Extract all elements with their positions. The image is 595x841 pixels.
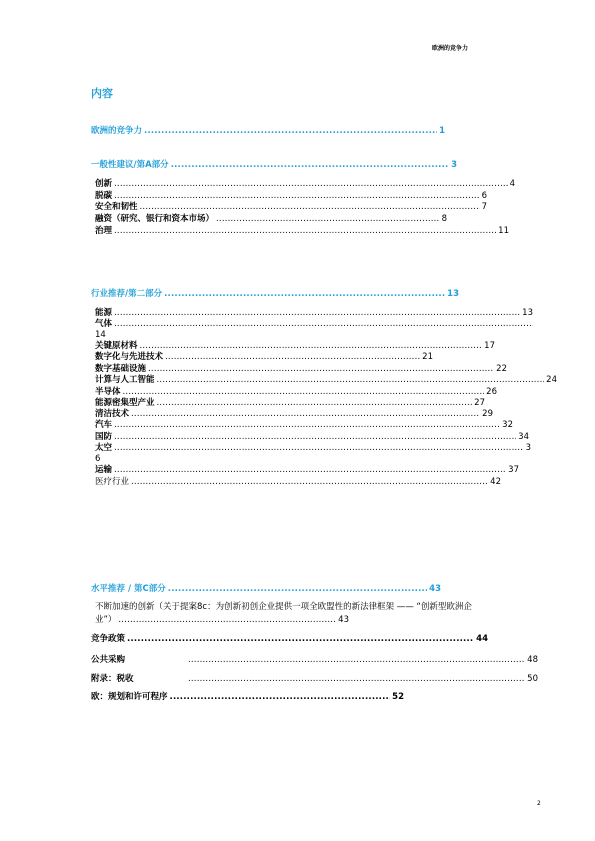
- toc-subentry[interactable]: 数字化与先进技术 ..... 21: [95, 352, 433, 362]
- toc-entry-page: 1: [439, 126, 445, 136]
- toc-entry-competitiveness[interactable]: [91, 126, 445, 136]
- toc-subentry[interactable]: 太空 ..... 3: [95, 443, 531, 453]
- toc-subentry[interactable]: 汽车 ..... 32: [95, 420, 513, 430]
- toc-subentry[interactable]: 国防 ..... 34: [95, 432, 529, 442]
- toc-subentry[interactable]: 安全和韧性 ..... 7: [95, 202, 487, 212]
- running-header: 欧洲的竞争力: [432, 45, 469, 52]
- toc-subentry[interactable]: 医疗行业 ..... 42: [95, 477, 501, 487]
- toc-subentry-line1: 不断加速的创新（关于提案8c：为创新初创企业提供一项全欧盟性的新法律框架 —— “创新型欧洲企: [95, 602, 472, 612]
- toc-entry-appendix-taxation[interactable]: 附录：税收 ..... 50: [91, 674, 538, 684]
- toc-subentry[interactable]: 清洁技术 ..... 29: [95, 409, 493, 419]
- leader-dots: [171, 160, 449, 170]
- toc-entry-competition-policy[interactable]: 竞争政策 ..... 44: [91, 634, 488, 644]
- toc-subentry[interactable]: 关键原材料 ..... 17: [95, 341, 495, 351]
- toc-entry-sector-recommendations[interactable]: 行业推荐/第二部分 ..... 13: [91, 289, 459, 299]
- toc-entry-label: 欧洲的竞争力: [91, 126, 143, 136]
- wrapped-page-number: 6: [95, 454, 101, 464]
- toc-entry-planning-permitting[interactable]: 欧：规划和许可程序 ..... 52: [91, 692, 404, 702]
- toc-subentry[interactable]: 能源密集型产业 ..... 27: [95, 398, 485, 408]
- toc-subentry[interactable]: 脱碳 ..... 6: [95, 191, 487, 201]
- toc-entry-label: 一般性建议/第A部分: [91, 160, 169, 170]
- toc-subentry[interactable]: 创新 ..... 4: [95, 179, 515, 189]
- toc-subentry[interactable]: 数字基础设施 ..... 22: [95, 364, 507, 374]
- wrapped-page-number: 14: [95, 330, 106, 340]
- toc-entry-horizontal-recommendations[interactable]: 水平推荐 / 第C部分 ..... 43: [91, 584, 441, 594]
- toc-subentry[interactable]: 融资（研究、银行和资本市场） ..... 8: [95, 214, 447, 224]
- toc-subentry[interactable]: 治理 ..... 11: [95, 226, 509, 236]
- leader-dots: [144, 126, 437, 136]
- toc-entry-public-procurement[interactable]: 公共采购 ..... 48: [91, 655, 538, 665]
- toc-subentry[interactable]: 能源 ..... 13: [95, 308, 533, 318]
- toc-subentry[interactable]: 运输 ..... 37: [95, 465, 519, 475]
- toc-subentry[interactable]: 计算与人工智能 ..... 24: [95, 375, 557, 385]
- toc-subentry[interactable]: 半导体 ..... 26: [95, 387, 497, 397]
- toc-subentry[interactable]: 业”） ..... 43: [95, 615, 349, 625]
- page-number: 2: [537, 800, 541, 807]
- toc-entry-general-recommendations[interactable]: [91, 160, 457, 170]
- toc-entry-page: 3: [451, 160, 457, 170]
- toc-subentry[interactable]: 气体 .....: [95, 319, 535, 329]
- toc-title: 内容: [91, 87, 113, 100]
